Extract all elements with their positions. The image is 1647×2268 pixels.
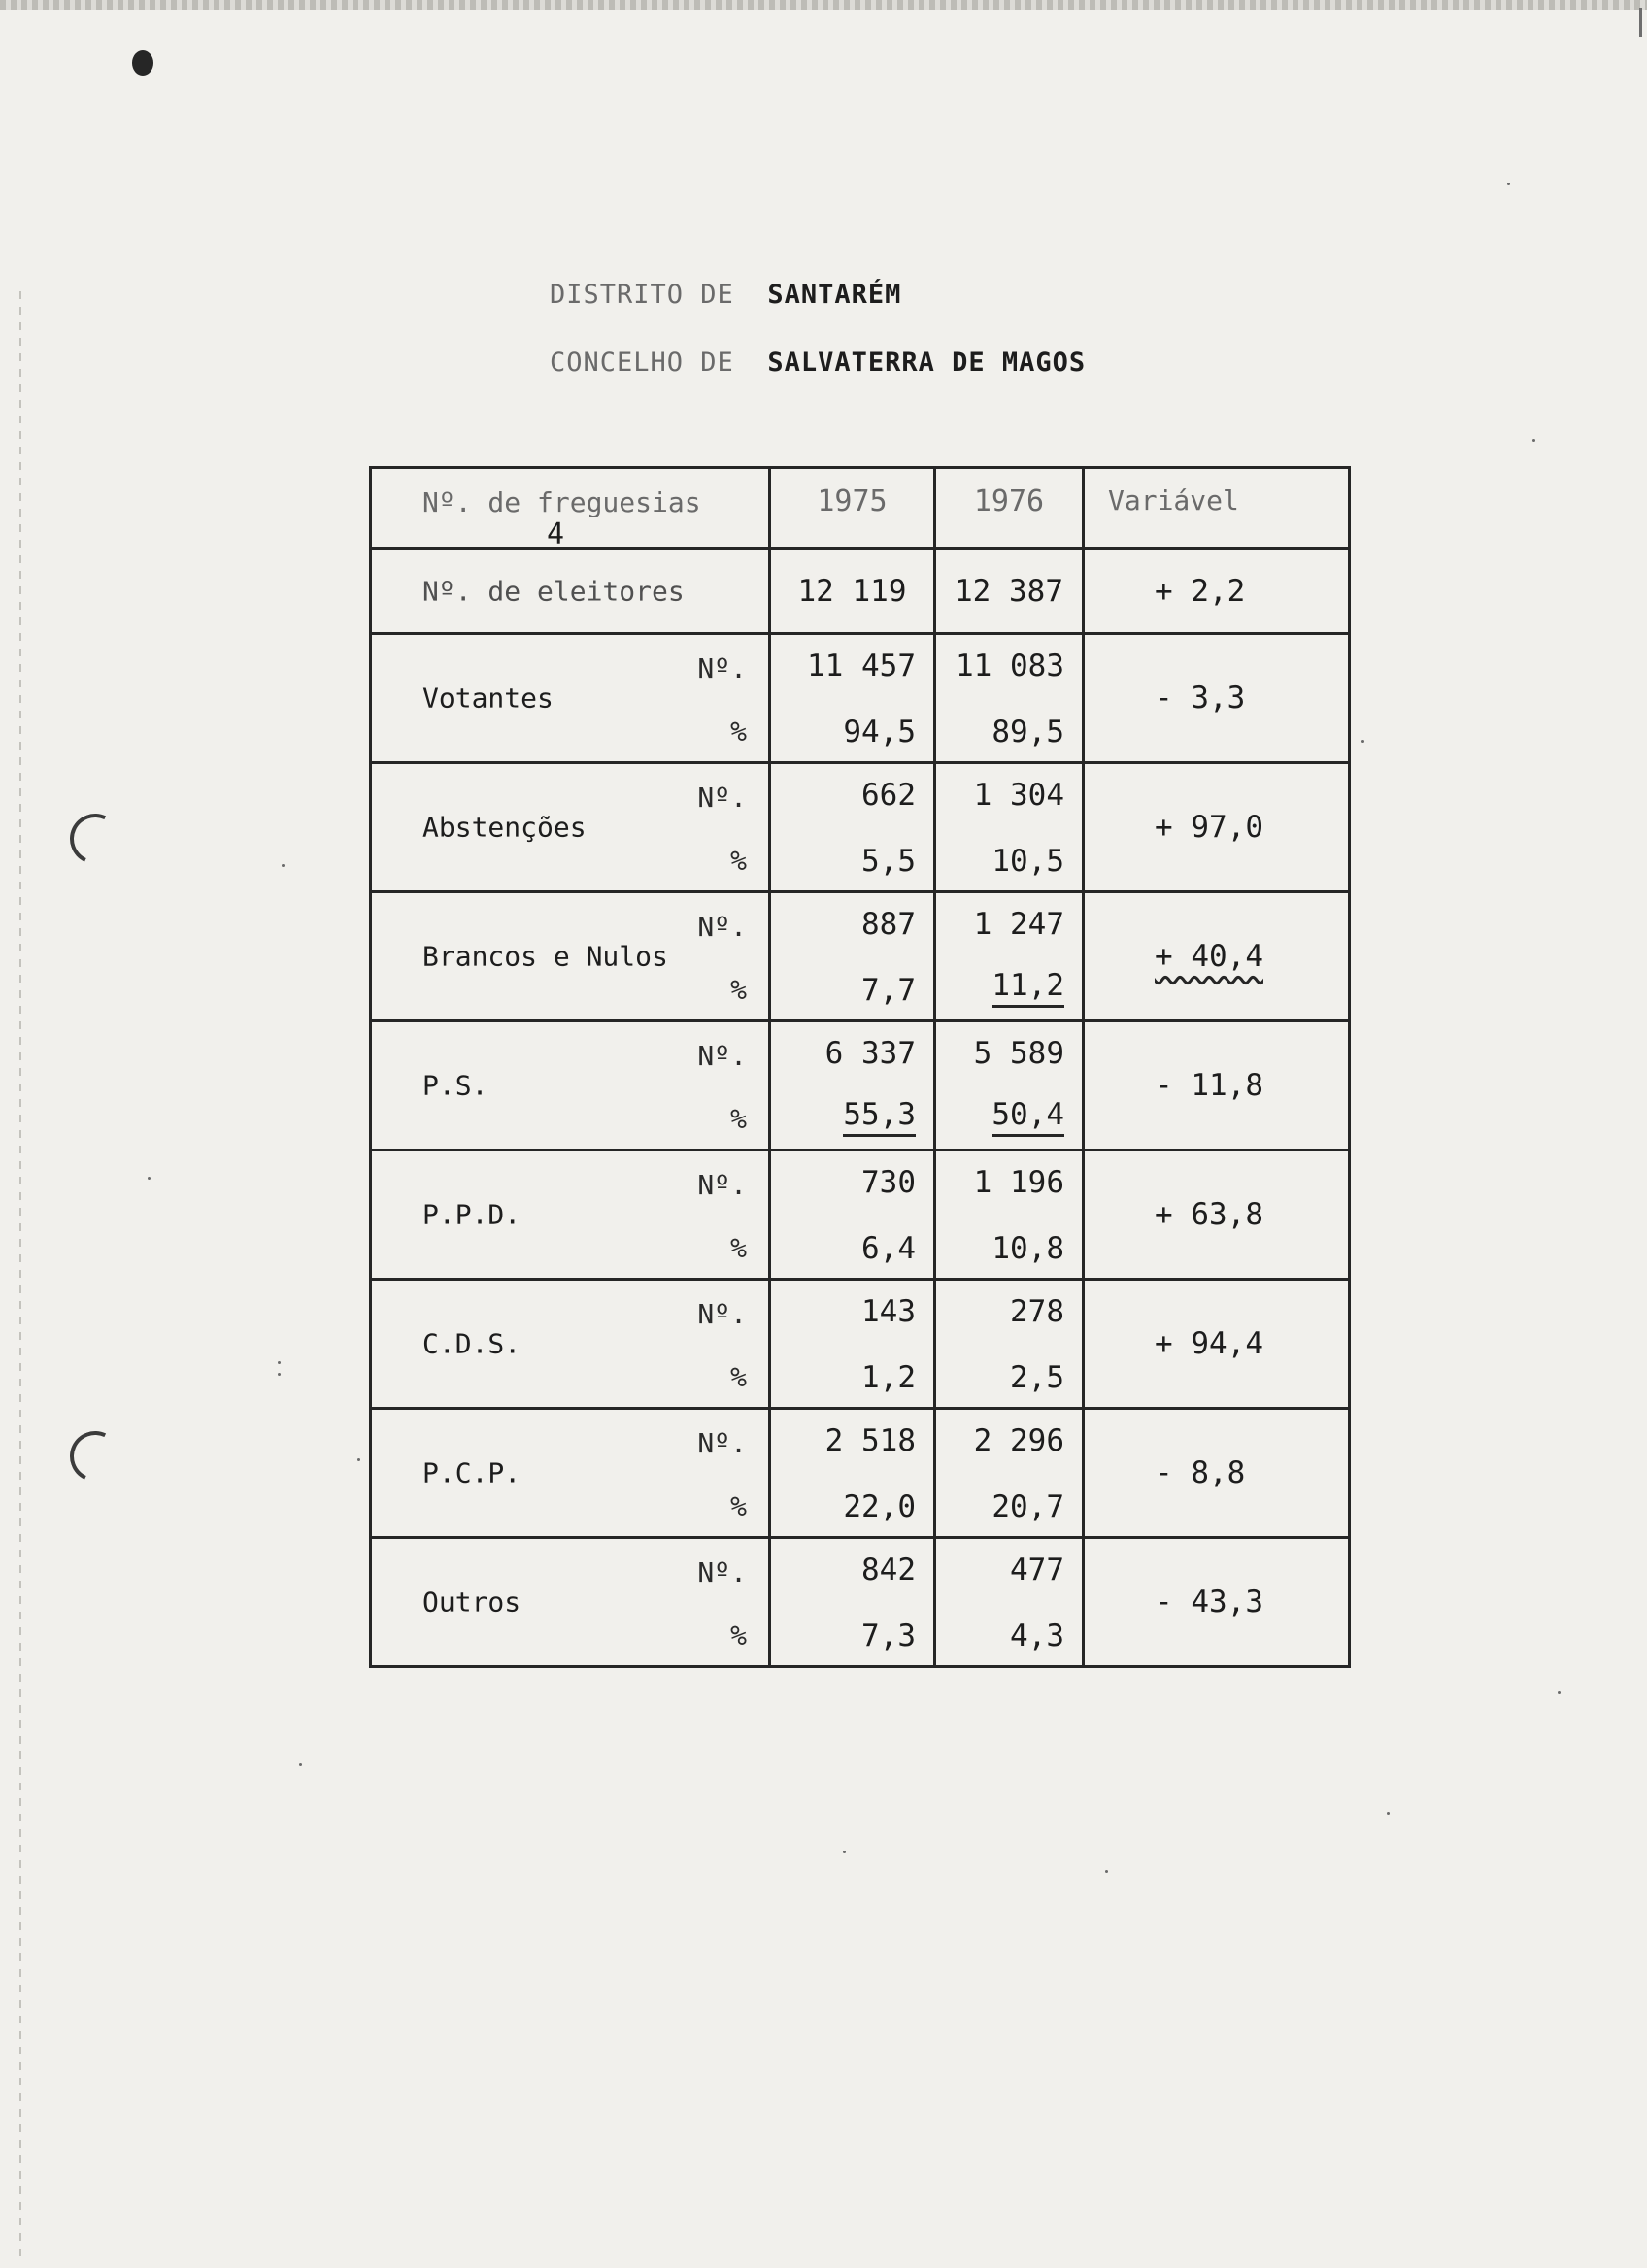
pct-1975: 6,4 — [861, 1231, 916, 1266]
cell-1976 — [935, 1280, 1084, 1409]
variation-cell — [1084, 1538, 1350, 1667]
year-1976-header — [935, 468, 1084, 549]
concelho-heading — [550, 348, 1086, 378]
pct-tag: % — [730, 1490, 747, 1522]
eleitores-variation: + 2,2 — [1155, 573, 1246, 609]
concelho-label: CONCELHO DE — [550, 348, 734, 378]
count-1976: 1 247 — [973, 907, 1064, 942]
row-label-cell — [371, 763, 770, 892]
table-row — [371, 1409, 1350, 1538]
cell-1975 — [770, 1151, 935, 1280]
row-label-cell — [371, 1021, 770, 1151]
scan-edge-top — [0, 0, 1647, 10]
cell-1975 — [770, 1280, 935, 1409]
eleitores-label-cell — [371, 549, 770, 634]
count-1975: 842 — [861, 1552, 916, 1587]
cell-1976 — [935, 1538, 1084, 1667]
variation-value: + 40,4 — [1155, 939, 1263, 974]
row-label: Outros — [422, 1585, 521, 1618]
variation-value: + 97,0 — [1155, 810, 1263, 845]
year-1976-label: 1976 — [973, 484, 1045, 518]
count-1976: 11 083 — [956, 649, 1064, 684]
num-tag: Nº. — [697, 1556, 747, 1588]
election-results-table — [369, 466, 1351, 1668]
row-label-cell — [371, 634, 770, 763]
table-row — [371, 892, 1350, 1021]
cell-1975 — [770, 1021, 935, 1151]
table-row — [371, 1280, 1350, 1409]
row-label: C.D.S. — [422, 1327, 521, 1360]
variation-value: - 8,8 — [1155, 1455, 1246, 1490]
scan-edge-left — [19, 291, 21, 2262]
eleitores-variation-cell — [1084, 549, 1350, 634]
freguesias-label: Nº. de freguesias — [422, 486, 701, 518]
pct-1976: 10,8 — [992, 1231, 1064, 1266]
eleitores-1976: 12 387 — [955, 573, 1063, 609]
variavel-label: Variável — [1108, 484, 1239, 517]
speck — [148, 1177, 151, 1180]
speck — [299, 1763, 302, 1766]
pct-1976: 50,4 — [992, 1097, 1064, 1137]
pct-tag: % — [730, 716, 747, 748]
row-label: Votantes — [422, 682, 554, 715]
freguesias-cell — [371, 468, 770, 549]
row-label: P.C.P. — [422, 1456, 521, 1489]
pct-1976: 11,2 — [992, 968, 1064, 1008]
pct-1976: 89,5 — [992, 715, 1064, 750]
speck — [1361, 740, 1364, 743]
num-tag: Nº. — [697, 1040, 747, 1072]
variation-cell — [1084, 892, 1350, 1021]
eleitores-1975: 12 119 — [797, 573, 907, 609]
variation-value: + 94,4 — [1155, 1326, 1263, 1361]
table-row — [371, 1151, 1350, 1280]
speck — [1105, 1870, 1108, 1873]
count-1976: 1 196 — [973, 1165, 1064, 1200]
count-1975: 662 — [861, 778, 916, 813]
num-tag: Nº. — [697, 1427, 747, 1459]
pct-1975: 7,3 — [861, 1618, 916, 1653]
cell-1976 — [935, 763, 1084, 892]
variation-value: - 3,3 — [1155, 681, 1246, 716]
cell-1975 — [770, 1538, 935, 1667]
pct-1975: 5,5 — [861, 844, 916, 879]
pct-1976: 2,5 — [1010, 1360, 1064, 1395]
speck — [1532, 439, 1535, 442]
freguesias-value: 4 — [547, 517, 565, 551]
cell-1976 — [935, 892, 1084, 1021]
pct-tag: % — [730, 974, 747, 1006]
row-label-cell — [371, 1538, 770, 1667]
speck — [357, 1458, 360, 1461]
scan-edge-right — [1639, 8, 1642, 37]
cell-1976 — [935, 1409, 1084, 1538]
pct-1975: 22,0 — [843, 1489, 916, 1524]
pct-1975: 1,2 — [861, 1360, 916, 1395]
distrito-name: SANTARÉM — [767, 280, 902, 310]
table-row — [371, 1538, 1350, 1667]
variation-cell — [1084, 634, 1350, 763]
num-tag: Nº. — [697, 1169, 747, 1201]
table-row — [371, 634, 1350, 763]
speck — [1558, 1691, 1561, 1694]
distrito-label: DISTRITO DE — [550, 280, 734, 310]
count-1975: 887 — [861, 907, 916, 942]
row-label: P.P.D. — [422, 1198, 521, 1231]
punch-hole-bottom — [63, 1424, 128, 1489]
pct-1976: 10,5 — [992, 844, 1064, 879]
count-1975: 730 — [861, 1165, 916, 1200]
cell-1976 — [935, 1151, 1084, 1280]
pct-tag: % — [730, 845, 747, 877]
count-1976: 1 304 — [973, 778, 1064, 813]
count-1975: 143 — [861, 1294, 916, 1329]
cell-1975 — [770, 763, 935, 892]
variation-cell — [1084, 1280, 1350, 1409]
row-label-cell — [371, 892, 770, 1021]
variation-cell — [1084, 1409, 1350, 1538]
speck — [1387, 1812, 1390, 1815]
pct-tag: % — [730, 1232, 747, 1264]
punch-hole-top — [63, 807, 128, 872]
row-label-cell — [371, 1151, 770, 1280]
speck — [278, 1361, 281, 1364]
pct-1975: 55,3 — [843, 1097, 916, 1137]
variation-cell — [1084, 1021, 1350, 1151]
speck — [282, 864, 285, 867]
count-1975: 11 457 — [807, 649, 916, 684]
ink-blot — [132, 50, 153, 76]
year-1975-label: 1975 — [817, 484, 888, 518]
row-label: P.S. — [422, 1069, 488, 1102]
num-tag: Nº. — [697, 911, 747, 943]
variation-value: - 43,3 — [1155, 1584, 1263, 1619]
count-1976: 278 — [1010, 1294, 1064, 1329]
table-row — [371, 1021, 1350, 1151]
variation-value: + 63,8 — [1155, 1197, 1263, 1232]
variation-cell — [1084, 1151, 1350, 1280]
row-label-cell — [371, 1280, 770, 1409]
cell-1975 — [770, 892, 935, 1021]
num-tag: Nº. — [697, 1298, 747, 1330]
count-1975: 2 518 — [824, 1423, 916, 1458]
pct-1976: 20,7 — [992, 1489, 1064, 1524]
pct-1975: 7,7 — [861, 973, 916, 1008]
pct-tag: % — [730, 1361, 747, 1393]
eleitores-1976-cell — [935, 549, 1084, 634]
speck — [278, 1373, 281, 1376]
cell-1976 — [935, 634, 1084, 763]
num-tag: Nº. — [697, 652, 747, 684]
cell-1975 — [770, 1409, 935, 1538]
distrito-heading — [550, 280, 901, 310]
count-1976: 2 296 — [973, 1423, 1064, 1458]
eleitores-label: Nº. de eleitores — [422, 575, 685, 607]
concelho-name: SALVATERRA DE MAGOS — [767, 348, 1087, 378]
table-row — [371, 763, 1350, 892]
year-1975-header — [770, 468, 935, 549]
count-1976: 5 589 — [973, 1036, 1064, 1071]
pct-1976: 4,3 — [1010, 1618, 1064, 1653]
table-header-row — [371, 468, 1350, 549]
pct-1975: 94,5 — [843, 715, 916, 750]
cell-1976 — [935, 1021, 1084, 1151]
row-label: Abstenções — [422, 811, 587, 844]
eleitores-1975-cell — [770, 549, 935, 634]
num-tag: Nº. — [697, 782, 747, 814]
speck — [1507, 183, 1510, 185]
count-1975: 6 337 — [824, 1036, 916, 1071]
variation-cell — [1084, 763, 1350, 892]
row-label: Brancos e Nulos — [422, 940, 668, 973]
variation-value: - 11,8 — [1155, 1068, 1263, 1103]
eleitores-row — [371, 549, 1350, 634]
row-label-cell — [371, 1409, 770, 1538]
count-1976: 477 — [1010, 1552, 1064, 1587]
speck — [843, 1851, 846, 1853]
variavel-header — [1084, 468, 1350, 549]
cell-1975 — [770, 634, 935, 763]
pct-tag: % — [730, 1619, 747, 1651]
pct-tag: % — [730, 1103, 747, 1135]
